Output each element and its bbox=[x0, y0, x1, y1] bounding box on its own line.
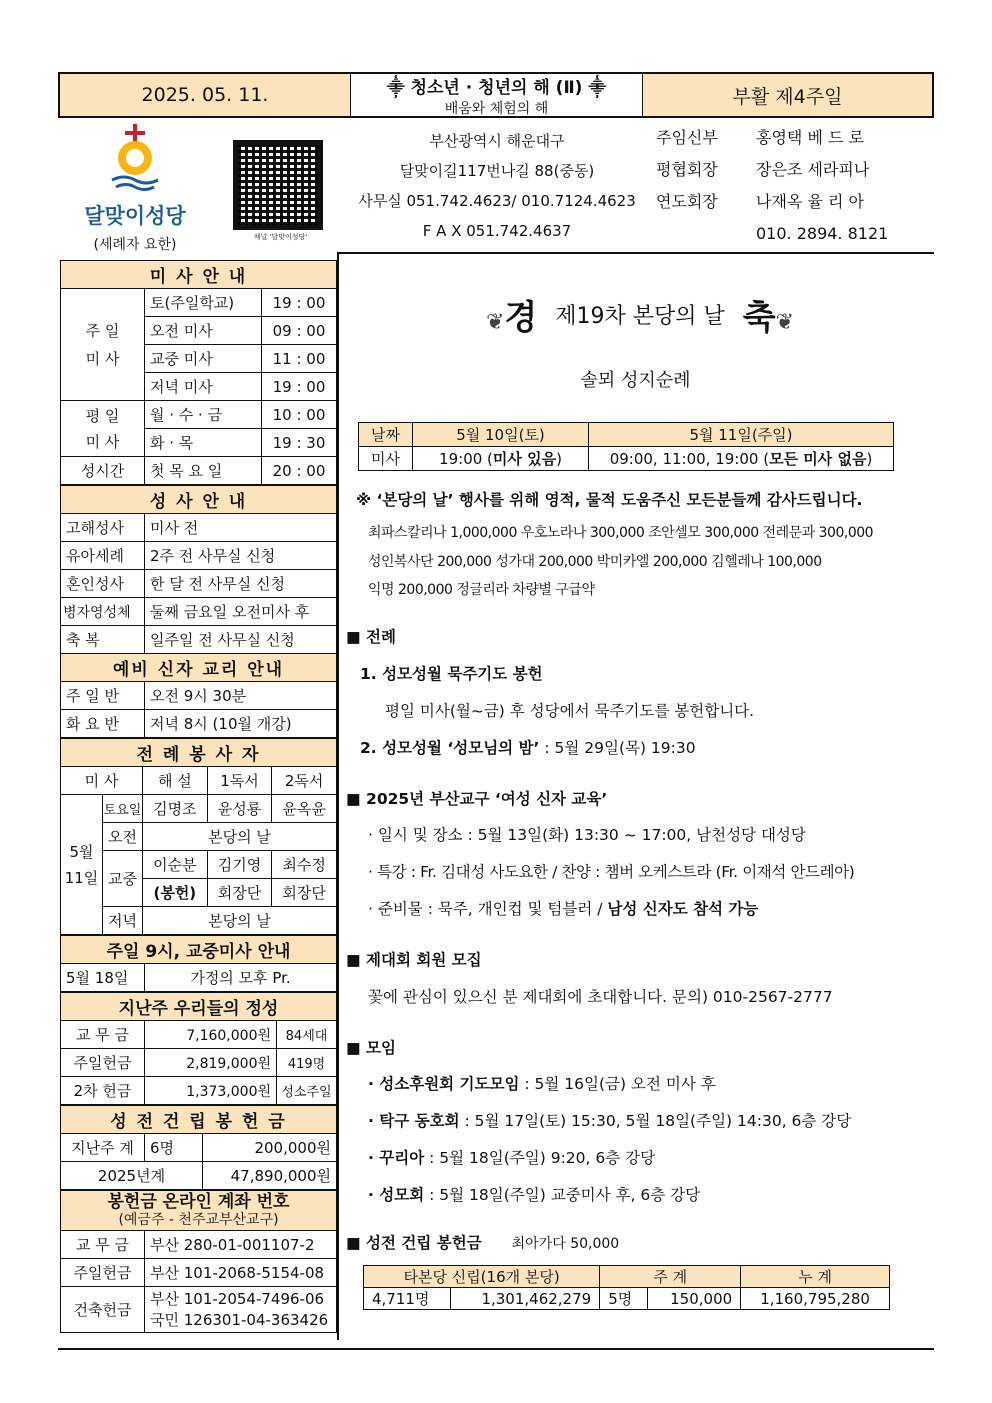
glyph-right: 축❦ bbox=[742, 298, 795, 338]
education-line: · 일시 및 장소 : 5월 13일(화) 13:30 ~ 17:00, 남천성당 대성당 bbox=[368, 826, 806, 844]
staff-list bbox=[656, 122, 916, 250]
account-subtitle: (예금주 - 천주교부산교구) bbox=[118, 1211, 279, 1228]
education-line: · 특강 : Fr. 김대성 사도요한 / 찬양 : 챔버 오케스트라 (Fr. 이재석 안드레아) bbox=[368, 863, 855, 881]
catechism-name: 주 일 반 bbox=[61, 682, 145, 710]
building-count: 6명 bbox=[145, 1134, 203, 1162]
nine-mass-title: 주일 9시, 교중미사 안내 bbox=[61, 936, 337, 964]
meeting-item: · 성소후원회 기도모임 : 5월 16일(금) 오전 미사 후 bbox=[368, 1075, 716, 1093]
offering-amount: 1,373,000원 bbox=[145, 1077, 277, 1105]
holy-hour-label: 성시간 bbox=[61, 457, 145, 485]
parish-emblem-icon bbox=[100, 122, 170, 194]
liturgy-item-1-body: 평일 미사(월~금) 후 성당에서 묵주기도를 봉헌합니다. bbox=[385, 702, 755, 720]
server-note: 본당의 날 bbox=[143, 823, 337, 851]
meeting-item: · 탁구 동호회 : 5월 17일(토) 15:30, 5월 18일(주일) 14:30, 6층 강당 bbox=[368, 1112, 852, 1130]
mass-name: 토(주일학교) bbox=[145, 289, 262, 317]
wreath-icon: ❦ bbox=[485, 310, 505, 335]
mass-name: 저녁 미사 bbox=[145, 373, 262, 401]
servers-mass-label: 토요일 bbox=[103, 795, 143, 823]
servers-date: 5월 11일 bbox=[61, 795, 103, 935]
thanks-note: ※ ‘본당의 날’ 행사를 위해 영적, 물적 도움주신 모든분들께 감사드립니다. bbox=[356, 491, 863, 509]
servers-head: 1독서 bbox=[207, 767, 272, 795]
meetings-heading: ■ 모임 bbox=[346, 1039, 396, 1057]
account-number: 부산 101-2054-7496-06 bbox=[150, 1289, 325, 1308]
schedule-sat: 19:00 (미사 있음) bbox=[413, 447, 589, 471]
holy-hour-day: 첫 목 요 일 bbox=[145, 457, 262, 485]
weekday-mass-label: 평 일 미 사 bbox=[61, 401, 145, 457]
summary-head: 누 계 bbox=[741, 1266, 890, 1288]
donor-line: 최파스칼리나 1,000,000 우호노라나 300,000 조안셀모 300,000 전레문과 300,000 bbox=[368, 525, 874, 541]
summary-head: 타본당 신립(16개 본당) bbox=[364, 1266, 600, 1288]
servers-title: 전 례 봉 사 자 bbox=[61, 739, 337, 767]
building-amount: 47,890,000원 bbox=[203, 1162, 337, 1190]
bottom-rule bbox=[58, 1348, 934, 1350]
yearly-theme bbox=[351, 74, 643, 116]
sacrament-value: 일주일 전 사무실 신청 bbox=[145, 626, 337, 654]
sacrament-value: 한 달 전 사무실 신청 bbox=[145, 570, 337, 598]
sunday-mass-label: 주 일 미 사 bbox=[61, 289, 145, 401]
summary-head: 주 계 bbox=[600, 1266, 741, 1288]
sacrament-title: 성 사 안 내 bbox=[61, 486, 337, 514]
schedule-row-label: 미사 bbox=[359, 447, 413, 471]
sacrament-value: 미사 전 bbox=[145, 514, 337, 542]
server-name: 회장단 bbox=[272, 879, 337, 907]
sacrament-value: 2주 전 사무실 신청 bbox=[145, 542, 337, 570]
account-name: 주일헌금 bbox=[61, 1259, 145, 1287]
offering-amount: 7,160,000원 bbox=[145, 1021, 277, 1049]
qr-caption: 채널 '달맞이성당' bbox=[253, 233, 308, 241]
server-name: 김기영 bbox=[207, 851, 272, 879]
offering-name: 교 무 금 bbox=[61, 1021, 145, 1049]
servers-head: 2독서 bbox=[272, 767, 337, 795]
liturgical-sunday: 부활 제4주일 bbox=[643, 74, 932, 116]
mass-time: 09 : 00 bbox=[262, 317, 337, 345]
summary-cell: 1,160,795,280 bbox=[741, 1288, 890, 1310]
account-title-cell bbox=[61, 1191, 337, 1231]
qr-code[interactable] bbox=[233, 140, 323, 230]
liturgy-heading: ■ 전례 bbox=[346, 628, 396, 646]
education-heading: ■ 2025년 부산교구 ‘여성 신자 교육’ bbox=[346, 790, 608, 808]
donor-line: 익명 200,000 정글리라 차량별 구급약 bbox=[368, 582, 595, 598]
offering-name: 주일헌금 bbox=[61, 1049, 145, 1077]
account-name: 건축헌금 bbox=[61, 1287, 145, 1333]
summary-cell: 4,711명 bbox=[364, 1288, 451, 1310]
mass-time: 19 : 00 bbox=[262, 289, 337, 317]
summary-cell: 5명 bbox=[600, 1288, 648, 1310]
liturgy-item-1: 1. 성모성월 묵주기도 봉헌 bbox=[360, 665, 543, 683]
mass-name: 오전 미사 bbox=[145, 317, 262, 345]
donor-line: 성인복사단 200,000 성가대 200,000 박미카엘 200,000 김헬레나 100,000 bbox=[368, 554, 822, 570]
parish-logo bbox=[70, 122, 200, 253]
staff-row: 주임신부 홍영택 베 드 로 bbox=[656, 128, 864, 147]
offering-note: 84세대 bbox=[277, 1021, 337, 1049]
schedule-head: 5월 10일(토) bbox=[413, 423, 589, 447]
server-name: 이순분 bbox=[143, 851, 208, 879]
account-number: 부산 280-01-001107-2 bbox=[145, 1231, 337, 1259]
education-line: · 준비물 : 묵주, 개인컵 및 텀블러 / 남성 신자도 참석 가능 bbox=[368, 900, 759, 918]
summary-cell: 150,000 bbox=[648, 1288, 741, 1310]
offering-note: 성소주일 bbox=[277, 1077, 337, 1105]
mass-name: 교중 미사 bbox=[145, 345, 262, 373]
liturgy-item-2: 2. 성모성월 ‘성모님의 밤’ : 5월 29일(목) 19:30 bbox=[360, 739, 696, 757]
building-label: 지난주 계 bbox=[61, 1134, 145, 1162]
address-line-1: 부산광역시 해운대구 bbox=[429, 132, 565, 150]
sacrament-name: 축 복 bbox=[61, 626, 145, 654]
building-title: 성 전 건 립 봉 헌 금 bbox=[61, 1106, 337, 1134]
building-label: 2025년계 bbox=[61, 1162, 203, 1190]
mass-time: 10 : 00 bbox=[262, 401, 337, 429]
mass-schedule-table bbox=[60, 260, 337, 485]
servers-head: 해 설 bbox=[143, 767, 208, 795]
office-phone: 사무실 051.742.4623/ 010.7124.4623 bbox=[358, 192, 636, 210]
sacrament-name: 혼인성사 bbox=[61, 570, 145, 598]
event-title: 제19차 본당의 날 bbox=[555, 304, 725, 329]
building-heading: ■ 성전 건립 봉헌금 최아가다 50,000 bbox=[346, 1234, 620, 1252]
servers-mass-label: 오전 bbox=[103, 823, 143, 851]
sacrament-name: 유아세례 bbox=[61, 542, 145, 570]
server-name: 회장단 bbox=[207, 879, 272, 907]
fax-number: F A X 051.742.4637 bbox=[422, 222, 572, 240]
servers-table bbox=[60, 738, 337, 935]
mass-time: 19 : 00 bbox=[262, 373, 337, 401]
server-name: 윤성룡 bbox=[207, 795, 272, 823]
mass-name: 월 · 수 · 금 bbox=[145, 401, 262, 429]
sacrament-name: 병자영성체 bbox=[61, 598, 145, 626]
building-amount: 200,000원 bbox=[203, 1134, 337, 1162]
meeting-item: · 성모회 : 5월 18일(주일) 교중미사 후, 6층 강당 bbox=[368, 1186, 701, 1204]
account-name: 교 무 금 bbox=[61, 1231, 145, 1259]
account-title: 봉헌금 온라인 계좌 번호 bbox=[107, 1191, 290, 1212]
catechism-value: 오전 9시 30분 bbox=[145, 682, 337, 710]
server-name: (봉헌) bbox=[143, 879, 208, 907]
parish-address bbox=[352, 126, 642, 246]
mass-name: 화 · 목 bbox=[145, 429, 262, 457]
schedule-head: 날짜 bbox=[359, 423, 413, 447]
summary-cell: 1,301,462,279 bbox=[451, 1288, 600, 1310]
bulletin-date: 2025. 05. 11. bbox=[60, 74, 351, 116]
catechism-title: 예비 신자 교리 안내 bbox=[61, 654, 337, 682]
glyph-left: ❦경 bbox=[485, 298, 538, 338]
server-name: 최수정 bbox=[272, 851, 337, 879]
offering-title: 지난주 우리들의 정성 bbox=[61, 993, 337, 1021]
staff-row: 010. 2894. 8121 bbox=[756, 224, 889, 243]
account-number: 부산 101-2068-5154-08 bbox=[145, 1259, 337, 1287]
theme-title: ⸎ 청소년 · 청년의 해 (Ⅱ) ⸎ bbox=[386, 77, 607, 98]
nine-mass-date: 5월 18일 bbox=[61, 964, 145, 992]
server-note: 본당의 날 bbox=[143, 907, 337, 935]
staff-row: 평협회장 장은조 세라피나 bbox=[656, 160, 870, 179]
server-name: 김명조 bbox=[143, 795, 208, 823]
account-number: 국민 126301-04-363426 bbox=[150, 1310, 329, 1329]
sacrament-table bbox=[60, 485, 337, 738]
offering-name: 2차 헌금 bbox=[61, 1077, 145, 1105]
theme-subtitle: 배움와 체험의 해 bbox=[444, 100, 549, 117]
parish-name: 달맞이성당 bbox=[84, 204, 186, 228]
mass-time: 19 : 30 bbox=[262, 429, 337, 457]
servers-mass-label: 저녁 bbox=[103, 907, 143, 935]
wreath-icon: ❦ bbox=[775, 310, 795, 335]
parish-patron: (세례자 요한) bbox=[93, 237, 177, 253]
meeting-item: · 꾸리아 : 5월 18일(주일) 9:20, 6층 강당 bbox=[368, 1149, 656, 1167]
servers-head: 미 사 bbox=[61, 767, 143, 795]
offering-amount: 2,819,000원 bbox=[145, 1049, 277, 1077]
anniversary-title bbox=[440, 290, 840, 339]
account-table bbox=[60, 1190, 337, 1333]
nine-mass-table bbox=[60, 935, 337, 992]
catechism-value: 저녁 8시 (10월 개강) bbox=[145, 710, 337, 738]
altar-guild-heading: ■ 제대회 회원 모집 bbox=[346, 951, 482, 969]
schedule-head: 5월 11일(주일) bbox=[589, 423, 894, 447]
staff-row: 연도회장 나재옥 율 리 아 bbox=[656, 192, 864, 211]
mass-title: 미 사 안 내 bbox=[61, 261, 337, 289]
address-line-2: 달맞이길117번나길 88(중동) bbox=[399, 162, 595, 180]
nine-mass-value: 가정의 모후 Pr. bbox=[145, 964, 337, 992]
holy-hour-time: 20 : 00 bbox=[262, 457, 337, 485]
offering-note: 419명 bbox=[277, 1049, 337, 1077]
sacrament-name: 고해성사 bbox=[61, 514, 145, 542]
schedule-sun: 09:00, 11:00, 19:00 (모든 미사 없음) bbox=[589, 447, 894, 471]
servers-mass-label: 교중 bbox=[103, 851, 143, 907]
server-name: 윤옥윤 bbox=[272, 795, 337, 823]
building-fund-table bbox=[60, 1105, 337, 1190]
pilgrimage-schedule bbox=[358, 422, 894, 471]
left-column bbox=[60, 260, 337, 1333]
header-bar bbox=[58, 72, 934, 118]
building-summary-table bbox=[363, 1265, 890, 1310]
sacrament-value: 둘째 금요일 오전미사 후 bbox=[145, 598, 337, 626]
mass-time: 11 : 00 bbox=[262, 345, 337, 373]
offering-table bbox=[60, 992, 337, 1105]
altar-guild-body: 꽃에 관심이 있으신 분 제대회에 초대합니다. 문의) 010-2567-2777 bbox=[368, 988, 833, 1006]
event-subtitle: 솔뫼 성지순례 bbox=[580, 370, 691, 391]
catechism-name: 화 요 반 bbox=[61, 710, 145, 738]
